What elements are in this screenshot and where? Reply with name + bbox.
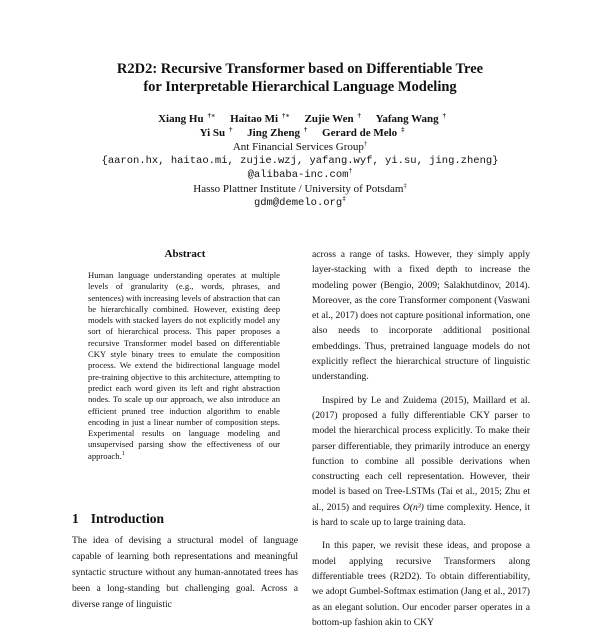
- email-list-ant: {aaron.hx, haitao.mi, zujie.wzj, yafang.wyf, yi.su, jing.zheng}: [101, 155, 499, 167]
- email-domain-ant: @alibaba-inc.com†: [247, 167, 353, 181]
- right-column: [312, 247, 530, 638]
- author-name: Xiang Hu †∗: [158, 112, 216, 125]
- email-hpi: gdm@demelo.org‡: [253, 195, 347, 209]
- author-name: Gerard de Melo ‡: [322, 126, 405, 139]
- author-name: Haitao Mi †∗: [230, 112, 290, 125]
- paper-title: [0, 60, 600, 96]
- title-line-1: R2D2: Recursive Transformer based on Differentiable Tree: [116, 61, 484, 77]
- intro-paragraph: Inspired by Le and Zuidema (2015), Maillard et al. (2017) proposed a fully differentiable CKY parser to model the hierarchical process explicitly. To make their parser differentiable, they primarily introduce an energy function to combine all possible derivations when constructing each cell representation. However, their model is based on Tree-LSTMs (Tai et al., 2015; Zhu et al., 2015) and requires O(n³) time complexity. Hence, it is hard to scale up to large training data.: [312, 394, 531, 529]
- author-name: Zujie Wen †: [304, 112, 361, 125]
- section-heading-introduction: [72, 511, 164, 527]
- authors-line-1: [0, 112, 600, 126]
- author-name: Yafang Wang †: [375, 112, 446, 125]
- author-block: [0, 112, 600, 210]
- section-number: 1: [72, 511, 79, 526]
- section-title: Introduction: [90, 511, 165, 526]
- abstract-text: Human language understanding operates at multiple levels of granularity (e.g., words, phrases, and sentences) with increasing levels of abstraction that can be hierarchically combined. However, existing deep models with stacked layers do not explicitly model any sort of hierarchical process. This paper proposes a recursive Transformer model based on differentiable CKY style binary trees to emulate the composition process. We extend the bidirectional language model pre-training objective to this architecture, attempting to predict each word given its left and right abstraction nodes. To scale up our approach, we also introduce an efficient pruned tree induction algorithm to enable encoding in just a linear number of composition steps. Experimental results on language modeling and unsupervised parsing show the effectiveness of our approach.$^1$: [88, 270, 280, 461]
- intro-paragraph: In this paper, we revisit these ideas, and propose a model applying recursive Transformers along differentiable trees (R2D2). To obtain differentiability, we adopt Gumbel-Softmax estimation (Jang et al., 2017) as an elegant solution. Our encoder parser operates in a bottom-up fashion akin to CKY: [312, 540, 530, 628]
- abstract-heading: Abstract: [164, 248, 206, 260]
- affiliation-ant: Ant Financial Services Group†: [232, 140, 368, 153]
- footnote-mark: 1: [121, 449, 125, 457]
- author-name: Yi Su †: [199, 126, 233, 139]
- affiliation-hpi: Hasso Plattner Institute / University of Potsdam‡: [193, 182, 407, 195]
- intro-left-text: The idea of devising a structural model of language capable of learning both representations and meaningful syntactic structure without any human-annotated trees has been a long-standing but challenging goal. Across a diverse range of linguistic: [72, 535, 298, 610]
- title-line-2: for Interpretable Hierarchical Language Modeling: [143, 79, 457, 95]
- complexity-formula: O(n³): [402, 501, 424, 513]
- intro-paragraph: across a range of tasks. However, they simply apply layer-stacking with a fixed depth to increase the modeling power (Bengio, 2009; Salakhutdinov, 2014). Moreover, as the core Transformer component (Vaswani et al., 2017) does not capture positional information, one also needs to incorporate additional positional embeddings. Thus, pretrained language models do not explicitly reflect the hierarchical structure of linguistic understanding.: [312, 249, 530, 383]
- authors-line-2: [0, 126, 600, 140]
- author-name: Jing Zheng †: [247, 126, 308, 139]
